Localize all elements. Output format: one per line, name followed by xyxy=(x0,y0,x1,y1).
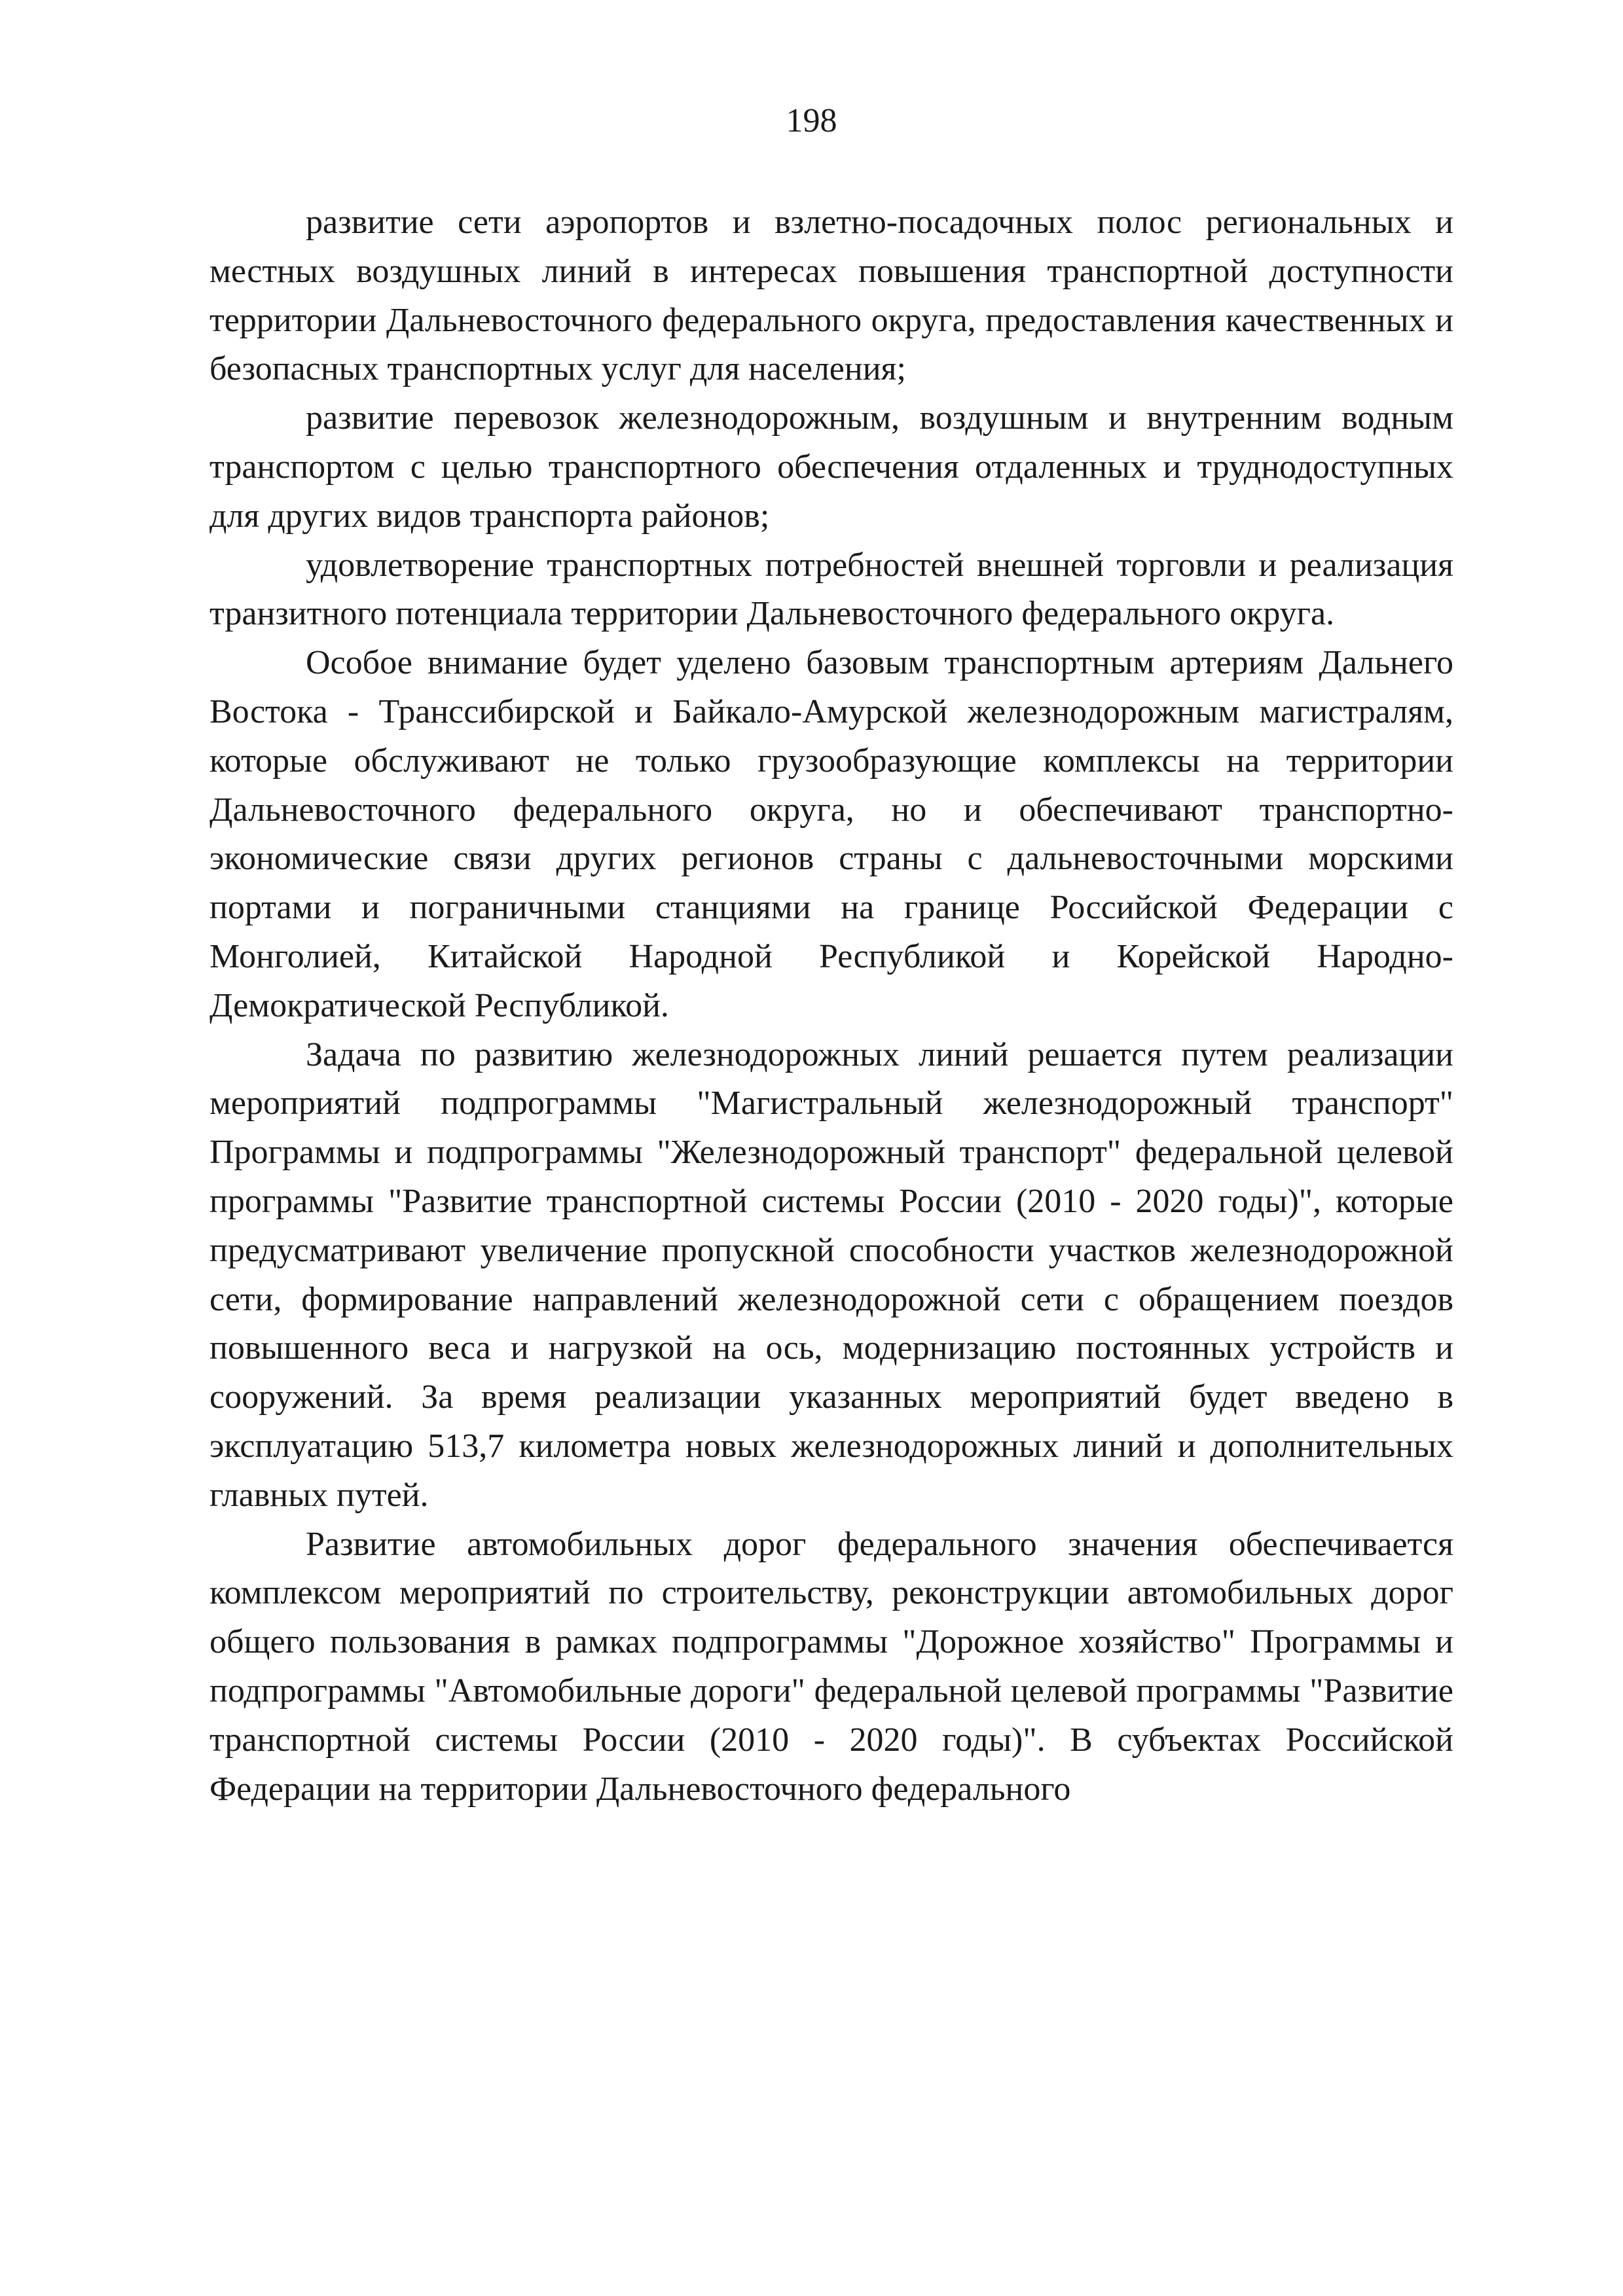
paragraph-transport-arteries: Особое внимание будет уделено базовым транспортным артериям Дальнего Востока - Транссибирской и Байкало-Амурской железнодорожным магистралям, которые обслуживают не только грузообразующие комплексы на территории Дальневосточного федерального округа, но и обеспечивают транспортно-экономические связи других регионов страны с дальневосточными морскими портами и пограничными станциями на границе Российской Федерации с Монголией, Китайской Народной Республикой и Корейской Народно-Демократической Республикой. xyxy=(210,644,1453,1024)
paragraph-railway-development: Задача по развитию железнодорожных линий решается путем реализации мероприятий подпрограммы "Магистральный железнодорожный транспорт" Программы и подпрограммы "Железнодорожный транспорт" федеральной целевой программы "Развитие транспортной системы России (2010 - 2020 годы)", которые предусматривают увеличение пропускной способности участков железнодорожной сети, формирование направлений железнодорожной сети с обращением поездов повышенного веса и нагрузкой на ось, модернизацию постоянных устройств и сооружений. За время реализации указанных мероприятий будет введено в эксплуатацию 513,7 километра новых железнодорожных линий и дополнительных главных путей. xyxy=(210,1035,1453,1514)
document-body xyxy=(210,198,1453,1814)
page-number: 198 xyxy=(786,102,837,139)
paragraph-transport-remote-areas: развитие перевозок железнодорожным, воздушным и внутренним водным транспортом с целью транспортного обеспечения отдаленных и труднодоступных для других видов транспорта районов; xyxy=(210,399,1453,535)
paragraph-road-development: Развитие автомобильных дорог федерального значения обеспечивается комплексом мероприятий по строительству, реконструкции автомобильных дорог общего пользования в рамках подпрограммы "Дорожное хозяйство" Программы и подпрограммы "Автомобильные дороги" федеральной целевой программы "Развитие транспортной системы России (2010 - 2020 годы)". В субъектах Российской Федерации на территории Дальневосточного федерального xyxy=(210,1525,1453,1808)
paragraph-airports: развитие сети аэропортов и взлетно-посадочных полос региональных и местных воздушных линий в интересах повышения транспортной доступности территории Дальневосточного федерального округа, предоставления качественных и безопасных транспортных услуг для населения; xyxy=(210,204,1453,388)
paragraph-foreign-trade: удовлетворение транспортных потребностей внешней торговли и реализация транзитного потенциала территории Дальневосточного федерального округа. xyxy=(210,546,1453,633)
